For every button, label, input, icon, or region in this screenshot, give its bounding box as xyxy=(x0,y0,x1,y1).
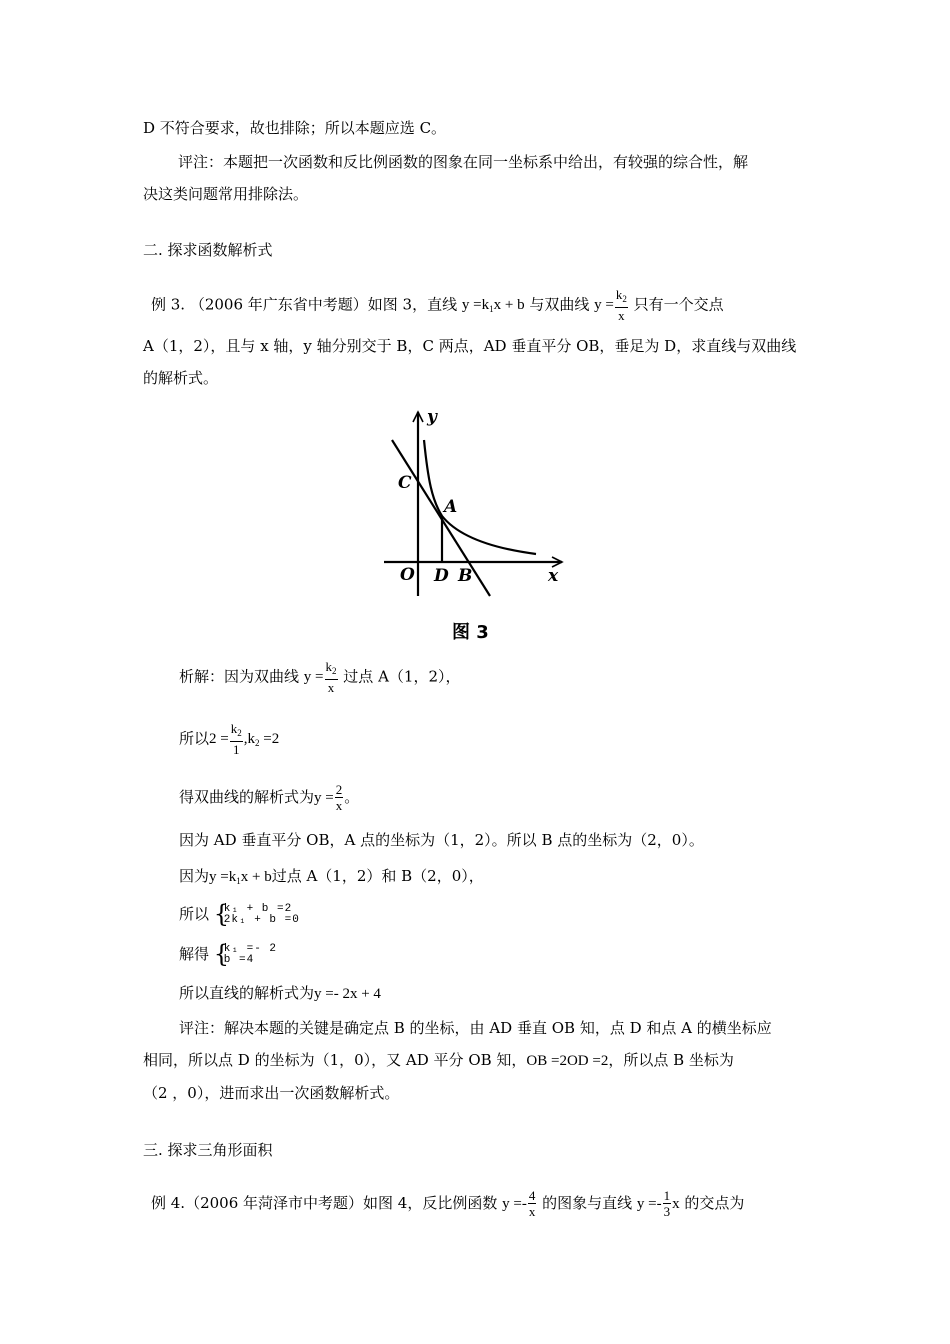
label-O: O xyxy=(400,565,415,585)
note-line-3: （2 ，0），进而求出一次函数解析式。 xyxy=(143,1084,400,1102)
label-y: y xyxy=(427,407,437,427)
example-3-mid: 与双曲线 xyxy=(529,295,590,314)
label-x: x xyxy=(548,566,559,586)
comment-line-2: 决这类问题常用排除法。 xyxy=(143,185,309,203)
equation-system-2: { k₁ =- 2 b =4 xyxy=(213,940,278,968)
label-B: B xyxy=(458,566,473,586)
equation-system-1: { k₁ + b =2 2k₁ + b =0 xyxy=(213,900,300,928)
note-line-2: 相同，所以点 D 的坐标为（1，0），又 AD 平分 OB 知，OB =2OD =2，所以点 B 坐标为 xyxy=(143,1051,734,1069)
example-3-line-3: 的解析式。 xyxy=(143,369,219,387)
section-heading-2: 二. 探求函数解析式 xyxy=(143,241,273,259)
label-C: C xyxy=(398,473,412,493)
figure-3 xyxy=(380,400,580,600)
paragraph-conclusion: D 不符合要求，故也排除；所以本题应选 C。 xyxy=(143,119,447,137)
example-3-line-1 xyxy=(151,288,724,324)
hyperbola-equation: y = $\frac{k_2}{x}$ xyxy=(594,287,627,323)
figure-caption: 图 3 xyxy=(452,622,489,643)
example-3-line-2: A（1，2），且与 x 轴，y 轴分别交于 B，C 两点，AD 垂直平分 OB，垂足为 D，求直线与双曲线 xyxy=(143,337,797,355)
example-3-post: 只有一个交点 xyxy=(633,295,724,314)
solution-line-4: 因为 AD 垂直平分 OB，A 点的坐标为（1，2）。所以 B 点的坐标为（2，0）。 xyxy=(179,831,704,849)
hyperbola-curve xyxy=(424,440,536,554)
line-equation: $y =k_1x + b$ xyxy=(461,297,525,315)
solution-line-5: 因为$y =k_1x + b$过点 A（1，2）和 B（2，0）， xyxy=(179,867,484,886)
label-D: D xyxy=(434,566,449,586)
note-line-1: 评注：解决本题的关键是确定点 B 的坐标，由 AD 垂直 OB 知，点 D 和点 A 的横坐标应 xyxy=(179,1019,772,1037)
solution-line-1: 析解：因为双曲线 y = $\frac{k_2}{x}$ 过点 A（1，2）， xyxy=(179,659,461,695)
solution-line-8: 所以直线的解析式为y =- 2x + 4 xyxy=(179,984,381,1002)
solution-line-3: 得双曲线的解析式为y = $\frac{2}{x}$ 。 xyxy=(179,782,360,813)
label-A: A xyxy=(444,497,458,517)
section-heading-3: 三. 探求三角形面积 xyxy=(143,1141,273,1159)
example-4-line-1: 例 4.（2006 年菏泽市中考题）如图 4，反比例函数 y =- $\frac{4}{x}$ 的图象与直线 y =- $\frac{1}{3}$ x 的交点为 xyxy=(151,1188,745,1219)
example-3-intro: 例 3. （2006 年广东省中考题）如图 3，直线 xyxy=(151,295,458,314)
solution-line-2: 所以2 = $\frac{k_2}{1}$ $,k_2 =2$ xyxy=(179,721,280,757)
solution-line-7: 解得 { k₁ =- 2 b =4 xyxy=(179,940,278,968)
comment-line-1: 评注：本题把一次函数和反比例函数的图象在同一坐标系中给出，有较强的综合性，解 xyxy=(178,153,749,171)
solution-line-6: 所以 { k₁ + b =2 2k₁ + b =0 xyxy=(179,900,300,928)
